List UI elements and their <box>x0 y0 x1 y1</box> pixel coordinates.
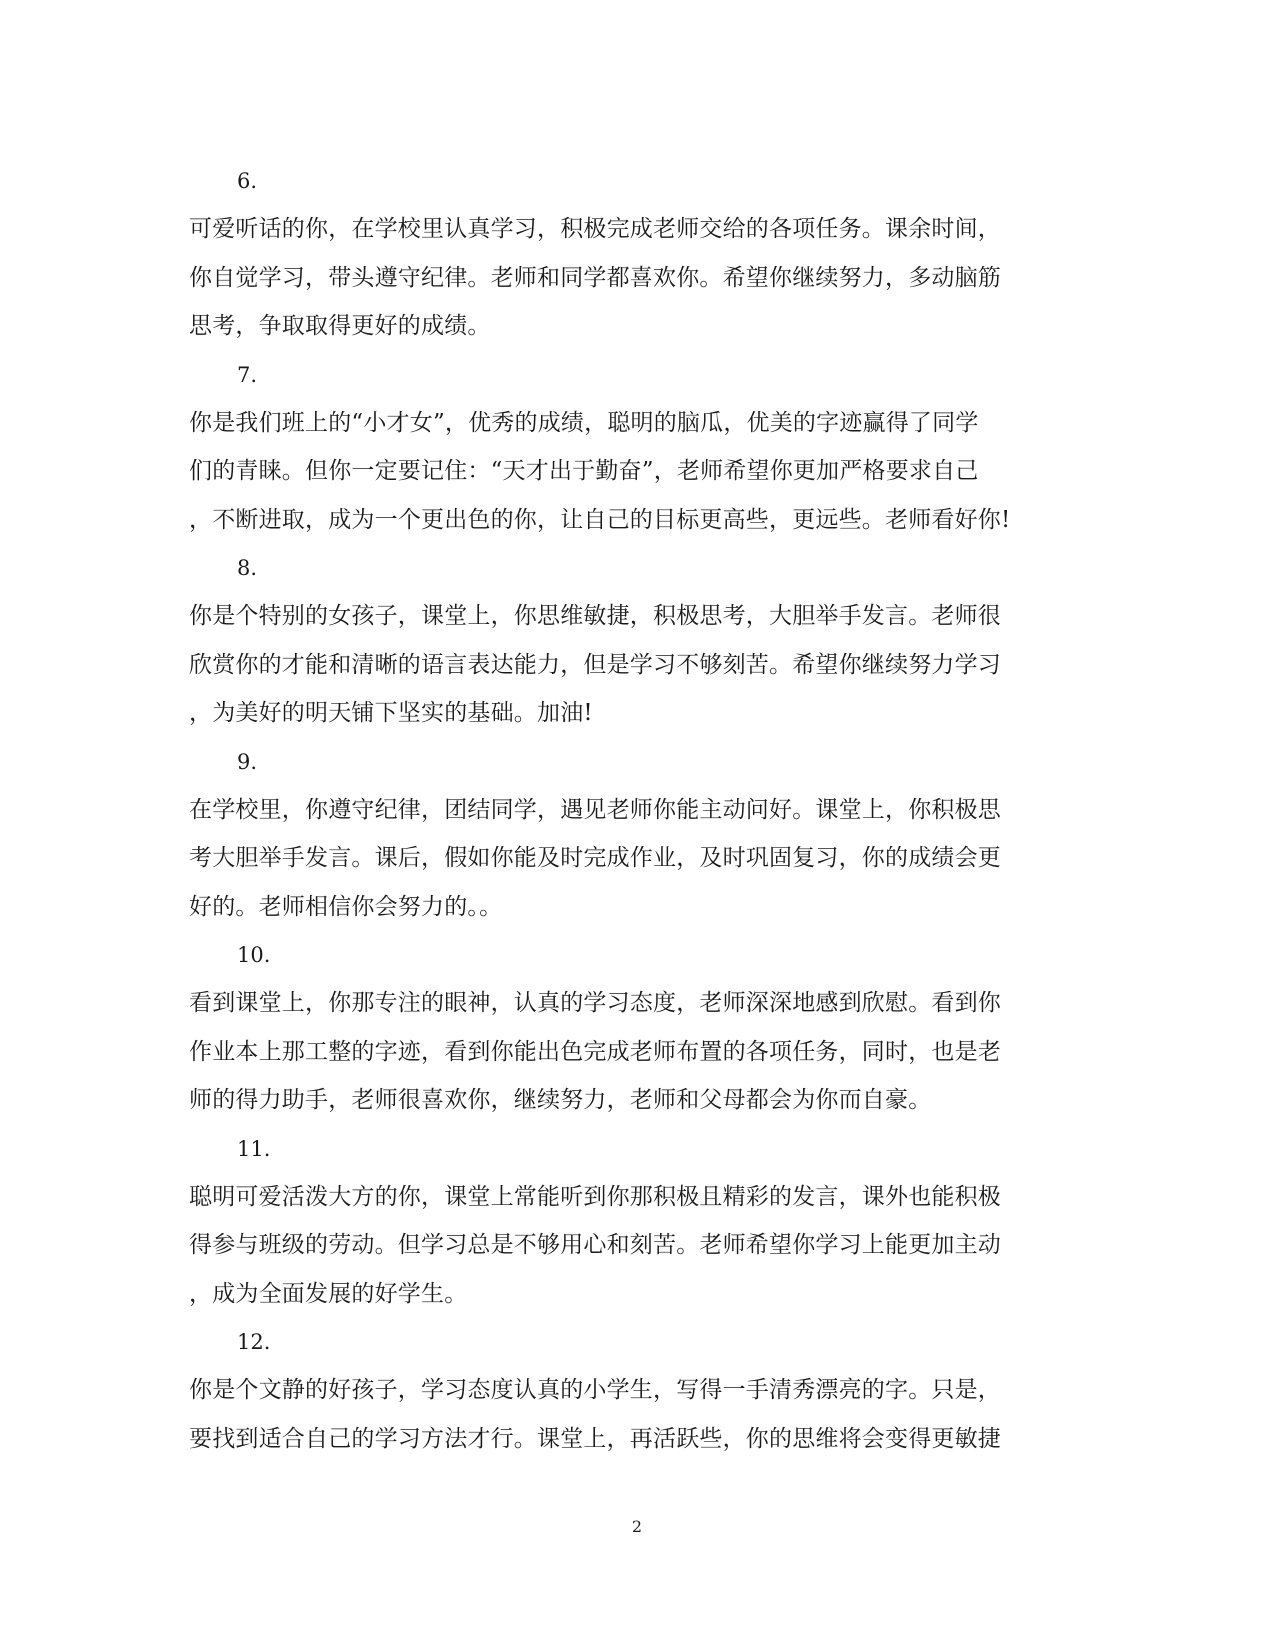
paragraph-line: 欣赏你的才能和清晰的语言表达能力，但是学习不够刻苦。希望你继续努力学习 <box>189 651 1001 678</box>
paragraph-line: 思考，争取取得更好的成绩。 <box>189 313 491 339</box>
entry-9 <box>189 738 1069 932</box>
paragraph-line: ，不断进取，成为一个更出色的你，让自己的目标更高些，更远些。老师看好你! <box>189 506 1011 533</box>
paragraph-line: 们的青睐。但你一定要记住：“天才出于勤奋”，老师希望你更加严格要求自己 <box>189 458 979 484</box>
paragraph-line: 看到课堂上，你那专注的眼神，认真的学习态度，老师深深地感到欣慰。看到你 <box>189 990 1001 1016</box>
document-body <box>189 157 1069 1463</box>
entry-number: 10. <box>237 943 271 967</box>
paragraph-line: ，为美好的明天铺下坚实的基础。加油! <box>189 700 593 726</box>
entry-10 <box>189 931 1069 1125</box>
paragraph-line: 你自觉学习，带头遵守纪律。老师和同学都喜欢你。希望你继续努力，多动脑筋 <box>189 264 1001 291</box>
paragraph-line: 在学校里，你遵守纪律，团结同学，遇见老师你能主动问好。课堂上，你积极思 <box>189 796 1001 823</box>
entry-number: 11. <box>237 1136 271 1161</box>
entry-number: 7. <box>237 362 258 387</box>
entry-6 <box>189 157 1069 351</box>
paragraph-line: 你是我们班上的“小才女”，优秀的成绩，聪明的脑瓜，优美的字迹赢得了同学 <box>189 409 979 436</box>
page-number: 2 <box>631 1517 643 1536</box>
entry-paragraph <box>189 1173 1069 1319</box>
paragraph-line: 要找到适合自己的学习方法才行。课堂上，再活跃些，你的思维将会变得更敏捷 <box>189 1425 1001 1452</box>
entry-number: 6. <box>237 169 258 193</box>
entry-number: 12. <box>237 1330 271 1354</box>
paragraph-line: 聪明可爱活泼大方的你，课堂上常能听到你那积极且精彩的发言，课外也能积极 <box>189 1183 1001 1210</box>
paragraph-line: ，成为全面发展的好学生。 <box>189 1280 468 1307</box>
entry-12 <box>189 1318 1069 1463</box>
paragraph-line: 考大胆举手发言。课后，假如你能及时完成作业，及时巩固复习，你的成绩会更 <box>189 845 1001 871</box>
entry-paragraph <box>189 399 1069 545</box>
paragraph-line: 作业本上那工整的字迹，看到你能出色完成老师布置的各项任务，同时，也是老 <box>189 1038 1001 1065</box>
entry-8 <box>189 544 1069 738</box>
entry-paragraph <box>189 592 1069 738</box>
entry-paragraph <box>189 979 1069 1125</box>
paragraph-line: 得参与班级的劳动。但学习总是不够用心和刻苦。老师希望你学习上能更加主动 <box>189 1232 1001 1258</box>
entry-7 <box>189 351 1069 545</box>
entry-number: 8. <box>237 556 258 580</box>
paragraph-line: 你是个文静的好孩子，学习态度认真的小学生，写得一手清秀漂亮的字。只是， <box>189 1377 1001 1403</box>
paragraph-line: 你是个特别的女孩子，课堂上，你思维敏捷，积极思考，大胆举手发言。老师很 <box>189 603 1001 629</box>
entry-paragraph <box>189 1366 1069 1463</box>
paragraph-line: 师的得力助手，老师很喜欢你，继续努力，老师和父母都会为你而自豪。 <box>189 1087 932 1113</box>
entry-11 <box>189 1125 1069 1319</box>
entry-paragraph <box>189 205 1069 351</box>
entry-number: 9. <box>237 749 258 774</box>
entry-paragraph <box>189 786 1069 932</box>
paragraph-line: 好的。老师相信你会努力的。。 <box>189 893 503 920</box>
paragraph-line: 可爱听话的你，在学校里认真学习，积极完成老师交给的各项任务。课余时间， <box>189 216 1001 242</box>
